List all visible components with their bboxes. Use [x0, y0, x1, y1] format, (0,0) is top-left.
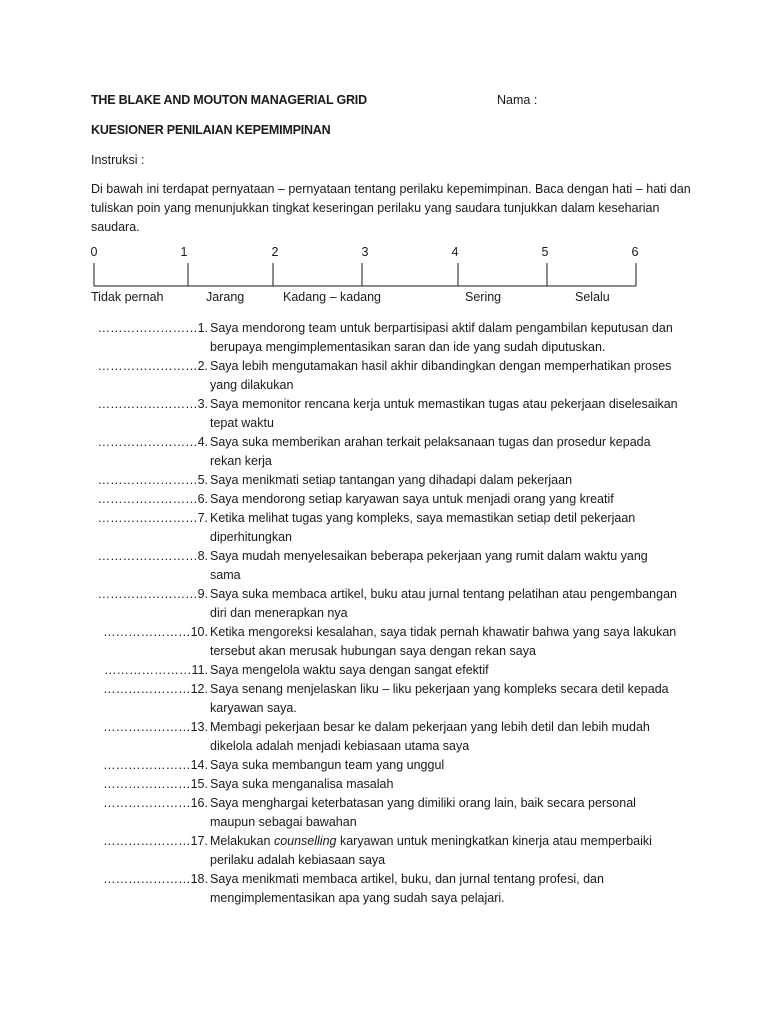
item-statement: Saya suka memberikan arahan terkait pelaksanaan tugas dan prosedur kepada rekan kerja	[210, 435, 651, 468]
list-item	[0, 395, 768, 433]
list-item	[0, 794, 768, 832]
list-item	[0, 870, 768, 908]
item-statement: Saya mudah menyelesaikan beberapa pekerjaan yang rumit dalam waktu yang sama	[210, 549, 648, 582]
list-item	[0, 756, 768, 775]
answer-blank[interactable]: …………………12.	[103, 682, 208, 696]
answer-blank[interactable]: …………………16.	[103, 796, 208, 810]
item-statement: Saya suka menganalisa masalah	[210, 777, 394, 791]
list-item	[0, 718, 768, 756]
list-item	[0, 832, 768, 870]
answer-blank[interactable]: …………………15.	[103, 777, 208, 791]
scale-number: 6	[631, 245, 639, 259]
item-statement: Saya mendorong setiap karyawan saya untuk menjadi orang yang kreatif	[210, 492, 614, 506]
scale-number: 3	[361, 245, 369, 259]
item-statement: Saya menikmati membaca artikel, buku, dan jurnal tentang profesi, dan mengimplementasikan apa yang sudah saya pelajari.	[210, 872, 604, 905]
list-item	[0, 623, 768, 661]
scale-number: 1	[180, 245, 188, 259]
item-statement: Saya suka membaca artikel, buku atau jurnal tentang pelatihan atau pengembangan diri dan menerapkan nya	[210, 587, 677, 620]
list-item	[0, 547, 768, 585]
instructions-text: Di bawah ini terdapat pernyataan – pernyataan tentang perilaku kepemimpinan. Baca dengan hati – hati dan tuliskan poin yang menunjukkan tingkat keseringan perilaku yang saudara tunjukkan dalam keseharian saudara.	[91, 182, 691, 234]
list-item	[0, 490, 768, 509]
answer-blank[interactable]: …………………18.	[103, 872, 208, 886]
answer-blank[interactable]: ……………………3.	[97, 397, 208, 411]
document-subtitle: KUESIONER PENILAIAN KEPEMIMPINAN	[91, 123, 331, 137]
item-statement: Ketika mengoreksi kesalahan, saya tidak pernah khawatir bahwa yang saya lakukan tersebut akan merusak hubungan saya dengan rekan saya	[210, 625, 677, 658]
scale-label-jarang: Jarang	[206, 290, 245, 304]
scale-line	[0, 245, 768, 315]
answer-blank[interactable]: …………………11.	[104, 663, 208, 677]
answer-blank[interactable]: ……………………5.	[97, 473, 208, 487]
questionnaire-list	[0, 319, 768, 908]
list-item	[0, 775, 768, 794]
list-item	[0, 585, 768, 623]
list-item	[0, 661, 768, 680]
item-statement: Ketika melihat tugas yang kompleks, saya memastikan setiap detil pekerjaan diperhitungkan	[210, 511, 636, 544]
scale-number: 5	[541, 245, 549, 259]
list-item	[0, 319, 768, 357]
document-title: THE BLAKE AND MOUTON MANAGERIAL GRID	[91, 93, 367, 107]
scale-number: 2	[271, 245, 279, 259]
statement-emphasis: counselling	[273, 834, 337, 848]
instructions-label: Instruksi :	[91, 153, 145, 167]
item-statement: Membagi pekerjaan besar ke dalam pekerjaan yang lebih detil dan lebih mudah dikelola adalah menjadi kebiasaan utama saya	[210, 720, 650, 753]
header-row	[91, 93, 711, 111]
item-statement: Saya suka membangun team yang unggul	[210, 758, 445, 772]
answer-blank[interactable]: ……………………1.	[97, 321, 208, 335]
answer-blank[interactable]: ……………………2.	[97, 359, 208, 373]
list-item	[0, 509, 768, 547]
scale-label-kadang: Kadang – kadang	[283, 290, 382, 304]
list-item	[0, 357, 768, 395]
answer-blank[interactable]: …………………17.	[103, 834, 208, 848]
answer-blank[interactable]: …………………14.	[103, 758, 208, 772]
item-statement	[210, 832, 680, 870]
scale-label-selalu: Selalu	[575, 290, 610, 304]
item-statement: Saya mendorong team untuk berpartisipasi aktif dalam pengambilan keputusan dan berupaya mengimplementasikan saran dan ide yang sudah diputuskan.	[210, 321, 673, 354]
answer-blank[interactable]: ……………………7.	[97, 511, 208, 525]
scale-label-sering: Sering	[465, 290, 502, 304]
answer-blank[interactable]: ……………………9.	[97, 587, 208, 601]
rating-scale	[0, 245, 768, 315]
scale-label-tidak-pernah: Tidak pernah	[91, 290, 164, 304]
answer-blank[interactable]: …………………10.	[103, 625, 208, 639]
answer-blank[interactable]: …………………13.	[103, 720, 208, 734]
item-statement: Saya menghargai keterbatasan yang dimiliki orang lain, baik secara personal maupun sebagai bawahan	[210, 796, 636, 829]
list-item	[0, 433, 768, 471]
statement-text-before: Melakukan	[210, 834, 274, 848]
item-statement: Saya senang menjelaskan liku – liku pekerjaan yang kompleks secara detil kepada karyawan saya.	[210, 682, 669, 715]
list-item	[0, 680, 768, 718]
statement-text-after: karyawan untuk meningkatkan kinerja atau memperbaiki perilaku adalah kebiasaan saya	[210, 834, 652, 867]
answer-blank[interactable]: ……………………6.	[97, 492, 208, 506]
scale-number: 4	[451, 245, 459, 259]
scale-number: 0	[90, 245, 98, 259]
item-statement: Saya mengelola waktu saya dengan sangat efektif	[210, 663, 489, 677]
item-statement: Saya memonitor rencana kerja untuk memastikan tugas atau pekerjaan diselesaikan tepat waktu	[210, 397, 678, 430]
list-item	[0, 471, 768, 490]
item-statement: Saya menikmati setiap tantangan yang dihadapi dalam pekerjaan	[210, 473, 573, 487]
nama-label: Nama :	[497, 93, 538, 107]
answer-blank[interactable]: ……………………4.	[97, 435, 208, 449]
item-statement: Saya lebih mengutamakan hasil akhir dibandingkan dengan memperhatikan proses yang dilakukan	[210, 359, 672, 392]
answer-blank[interactable]: ……………………8.	[97, 549, 208, 563]
